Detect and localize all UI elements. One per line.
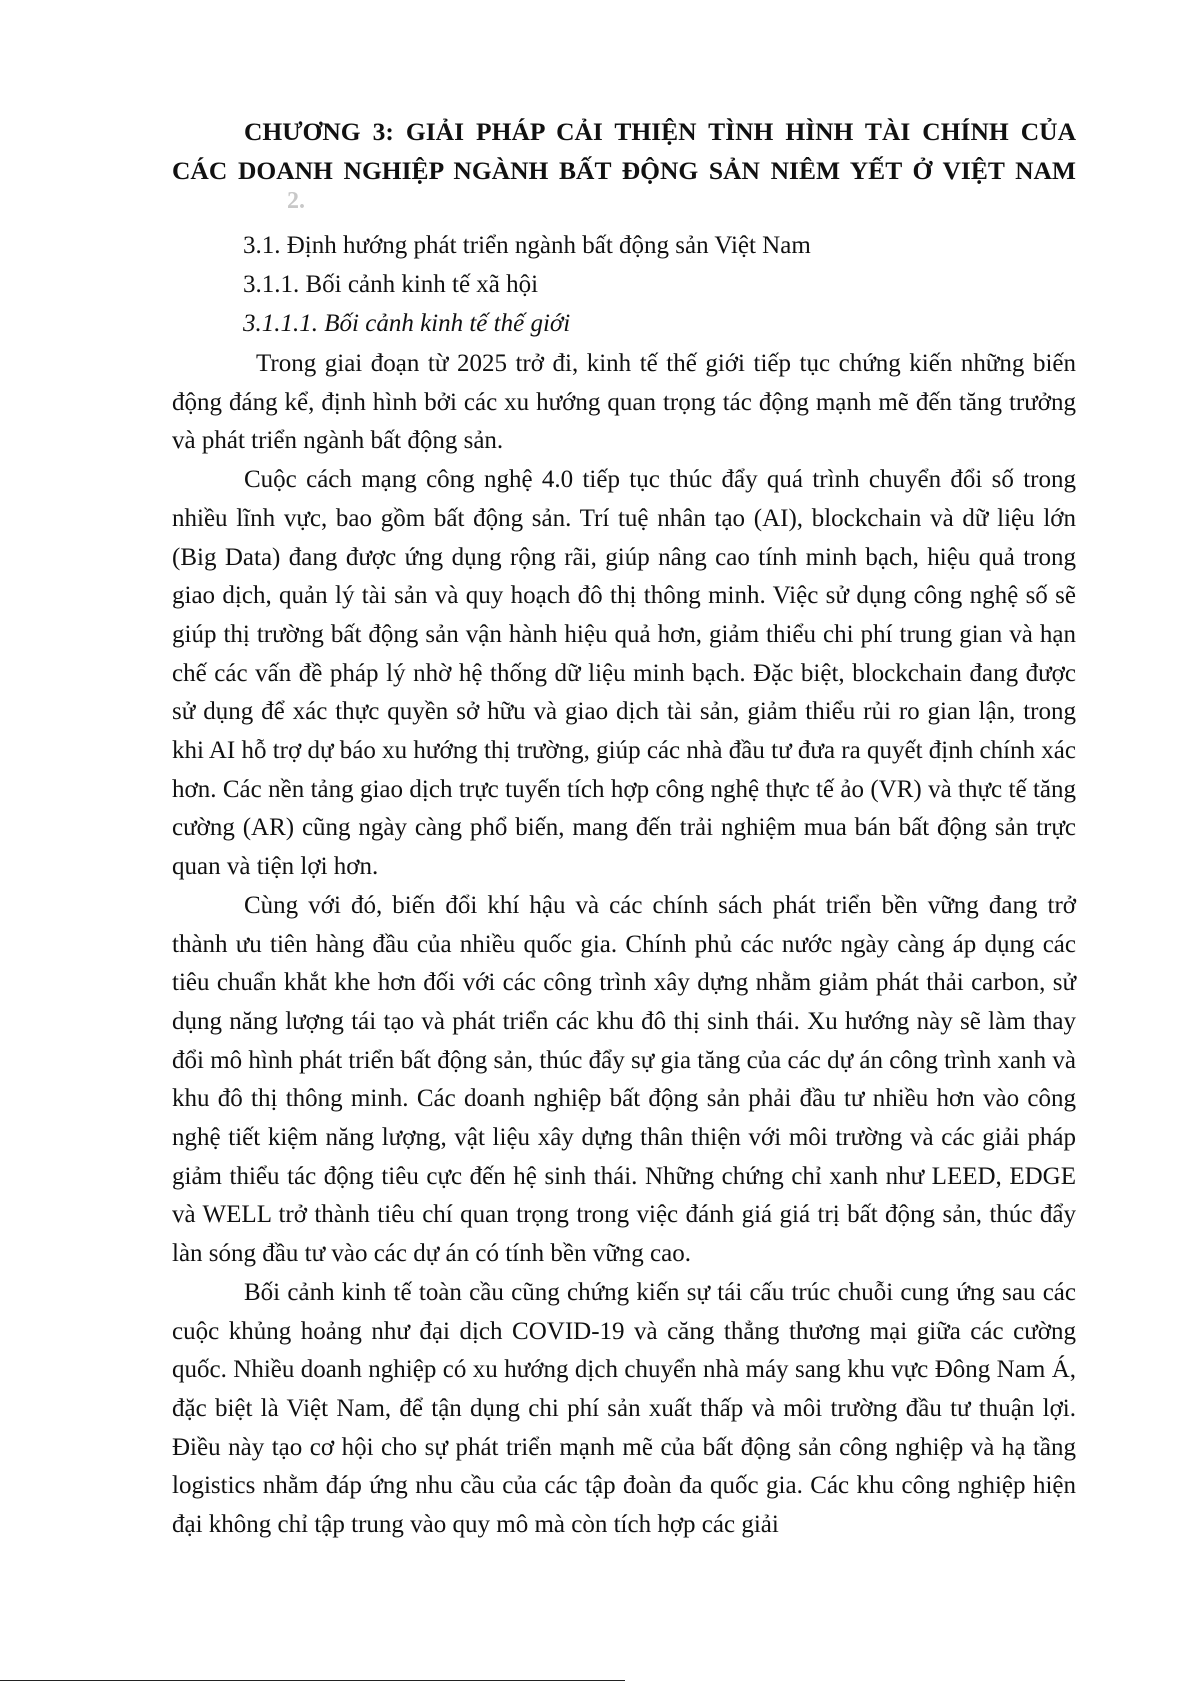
subsection-heading: 3.1.1. Bối cảnh kinh tế xã hội xyxy=(243,271,539,298)
chapter-title-line-1: CHƯƠNG 3: GIẢI PHÁP CẢI THIỆN TÌNH HÌNH TÀI CHÍNH CỦA xyxy=(244,117,1076,146)
section-heading: 3.1. Định hướng phát triển ngành bất động sản Việt Nam xyxy=(243,232,811,259)
body-text xyxy=(172,345,1076,1545)
footnote-separator xyxy=(0,1680,625,1681)
chapter-title-line-2: CÁC DOANH NGHIỆP NGÀNH BẤT ĐỘNG SẢN NIÊM YẾT Ở VIỆT NAM xyxy=(172,156,1076,185)
subsubsection-heading: 3.1.1.1. Bối cảnh kinh tế thế giới xyxy=(243,310,571,337)
paragraph: Cùng với đó, biến đổi khí hậu và các chính sách phát triển bền vững đang trở thành ưu tiên hàng đầu của nhiều quốc gia. Chính phủ các nước ngày càng áp dụng các tiêu chuẩn khắt khe hơn đối với các công trình xây dựng nhằm giảm phát thải carbon, sử dụng năng lượng tái tạo và phát triển các khu đô thị sinh thái. Xu hướng này sẽ làm thay đổi mô hình phát triển bất động sản, thúc đẩy sự gia tăng của các dự án công trình xanh và khu đô thị thông minh. Các doanh nghiệp bất động sản phải đầu tư nhiều hơn vào công nghệ tiết kiệm năng lượng, vật liệu xây dựng thân thiện với môi trường và các giải pháp giảm thiểu tác động tiêu cực đến hệ sinh thái. Những chứng chỉ xanh như LEED, EDGE và WELL trở thành tiêu chí quan trọng trong việc đánh giá giá trị bất động sản, thúc đẩy làn sóng đầu tư vào các dự án có tính bền vững cao. xyxy=(172,891,1076,1268)
paragraph: Bối cảnh kinh tế toàn cầu cũng chứng kiến sự tái cấu trúc chuỗi cung ứng sau các cuộc khủng hoảng như đại dịch COVID-19 và căng thẳng thương mại giữa các cường quốc. Nhiều doanh nghiệp có xu hướng dịch chuyển nhà máy sang khu vực Đông Nam Á, đặc biệt là Việt Nam, để tận dụng chi phí sản xuất thấp và môi trường đầu tư thuận lợi. Điều này tạo cơ hội cho sự phát triển mạnh mẽ của bất động sản công nghiệp và hạ tầng logistics nhằm đáp ứng nhu cầu của các tập đoàn đa quốc gia. Các khu công nghiệp hiện đại không chỉ tập trung vào quy mô mà còn tích hợp các giải xyxy=(172,1278,1076,1539)
faded-list-number: 2. xyxy=(287,188,305,214)
paragraph: Trong giai đoạn từ 2025 trở đi, kinh tế thế giới tiếp tục chứng kiến những biến động đáng kể, định hình bởi các xu hướng quan trọng tác động mạnh mẽ đến tăng trưởng và phát triển ngành bất động sản. xyxy=(172,350,1076,455)
paragraph: Cuộc cách mạng công nghệ 4.0 tiếp tục thúc đẩy quá trình chuyển đổi số trong nhiều lĩnh vực, bao gồm bất động sản. Trí tuệ nhân tạo (AI), blockchain và dữ liệu lớn (Big Data) đang được ứng dụng rộng rãi, giúp nâng cao tính minh bạch, hiệu quả trong giao dịch, quản lý tài sản và quy hoạch đô thị thông minh. Việc sử dụng công nghệ số sẽ giúp thị trường bất động sản vận hành hiệu quả hơn, giảm thiểu chi phí trung gian và hạn chế các vấn đề pháp lý nhờ hệ thống dữ liệu minh bạch. Đặc biệt, blockchain đang được sử dụng để xác thực quyền sở hữu và giao dịch tài sản, giảm thiểu rủi ro gian lận, trong khi AI hỗ trợ dự báo xu hướng thị trường, giúp các nhà đầu tư đưa ra quyết định chính xác hơn. Các nền tảng giao dịch trực tuyến tích hợp công nghệ thực tế ảo (VR) và thực tế tăng cường (AR) cũng ngày càng phổ biến, mang đến trải nghiệm mua bán bất động sản trực quan và tiện lợi hơn. xyxy=(172,466,1076,881)
chapter-title xyxy=(172,112,1076,190)
